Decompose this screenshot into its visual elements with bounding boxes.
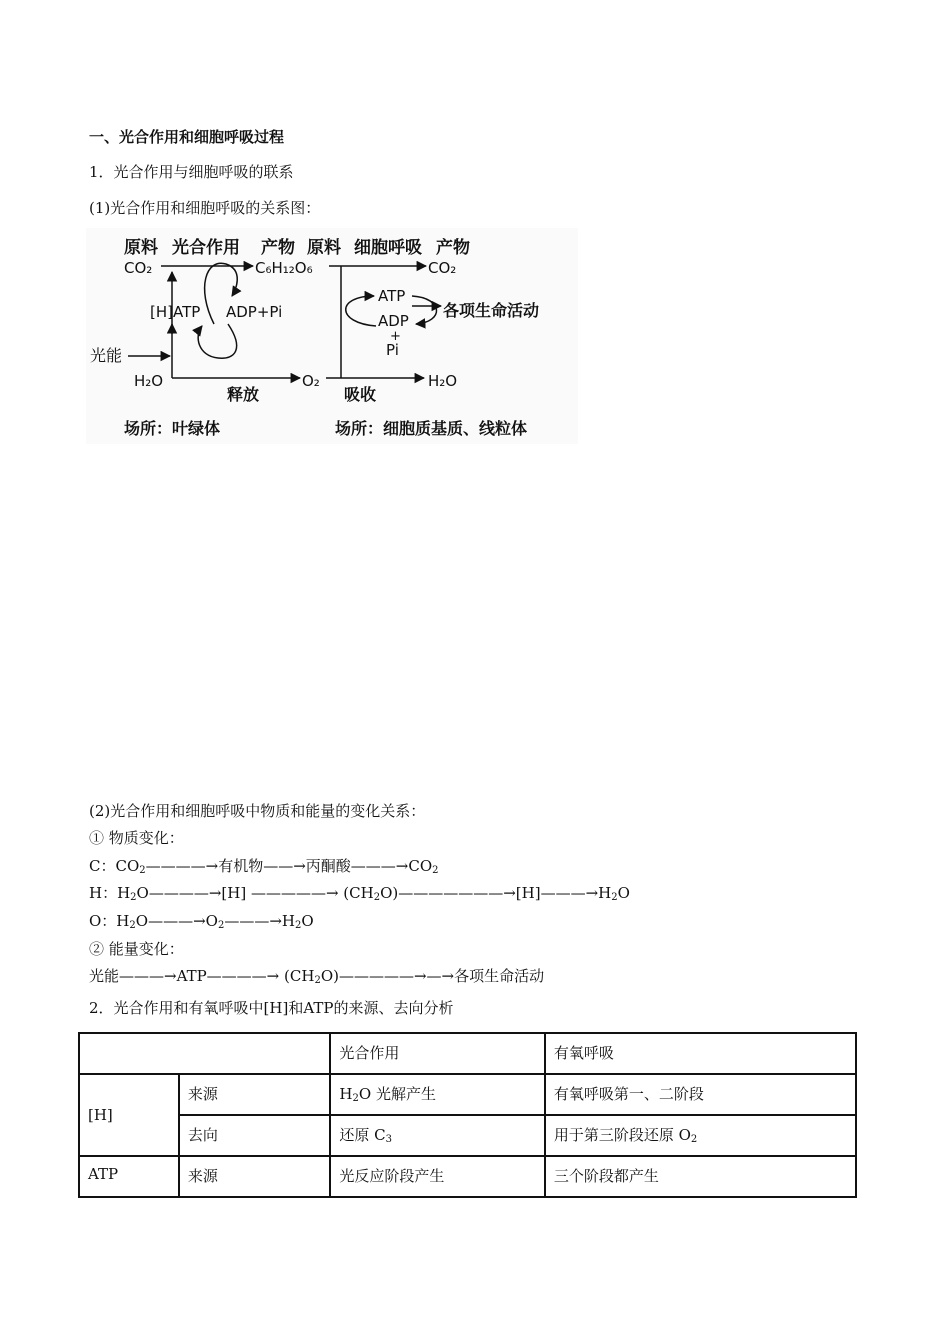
cell-h-source-aerobic: 有氧呼吸第一、二阶段 (545, 1074, 856, 1115)
line-energy: 光能———→ATP————→ $(CH_2O)—————\to—\to$各项生命活动 (89, 967, 545, 986)
label-glucose: C₆H₁₂O₆ (255, 259, 313, 277)
cell-atp-source-label: 来源 (179, 1156, 331, 1197)
cell-h-dest-aerobic: 用于第三阶段还原 $O_2$ (545, 1115, 856, 1156)
table-header-row (79, 1033, 856, 1074)
label-product-2: 产物 (436, 238, 470, 258)
label-adp-pi: ADP+Pi (226, 303, 283, 321)
label-co2-left: CO₂ (124, 259, 153, 277)
cycle-arrow-right-right (412, 296, 437, 324)
row-header-h: [H] (79, 1074, 179, 1156)
table-row (79, 1115, 856, 1156)
subsection-1-1: (1)光合作用和细胞呼吸的关系图： (89, 199, 321, 217)
label-raw-1: 原料 (124, 238, 158, 258)
table-row (79, 1156, 856, 1197)
label-adp-right: ADP (378, 312, 409, 330)
cell-atp-source-aerobic: 三个阶段都产生 (545, 1156, 856, 1197)
line-carbon: C：$CO_2————\to$有机物——→丙酮酸$———\to CO_2$ (89, 857, 439, 876)
label-raw-2: 原料 (307, 238, 341, 258)
cell-atp-source-photo: 光反应阶段产生 (330, 1156, 544, 1197)
cell-h-source-photo: $H_2O$ 光解产生 (330, 1074, 544, 1115)
label-respiration: 细胞呼吸 (354, 238, 422, 258)
label-atp-right: ATP (378, 287, 406, 305)
cell-destination-label: 去向 (179, 1115, 331, 1156)
cell-source-label: 来源 (179, 1074, 331, 1115)
material-change-title: ① 物质变化： (89, 829, 184, 847)
table-corner-cell (79, 1033, 330, 1074)
label-o2: O₂ (302, 372, 320, 390)
row-header-atp: ATP (79, 1156, 179, 1197)
photosynthesis-respiration-diagram (86, 228, 578, 444)
line-hydrogen: H：$H_2O————\to[H]$ —————→ $(CH_2O)———————\to[H]———\to H_2O$ (89, 884, 630, 903)
section-heading: 一、光合作用和细胞呼吸过程 (89, 128, 285, 146)
label-photosynthesis: 光合作用 (172, 238, 240, 258)
line-oxygen: O：$H_2O———\to O_2———\to H_2O$ (89, 912, 314, 931)
h-atp-table (78, 1032, 857, 1198)
subsection-1-2: (2)光合作用和细胞呼吸中物质和能量的变化关系： (89, 802, 426, 820)
subsection-title-1: 1．光合作用与细胞呼吸的联系 (89, 163, 294, 181)
cell-h-dest-photo: 还原 $C_3$ (330, 1115, 544, 1156)
label-life-activities: 各项生命活动 (443, 301, 540, 320)
label-light: 光能 (90, 346, 123, 365)
label-h-atp: [H]ATP (150, 303, 201, 321)
energy-change-title: ② 能量变化： (89, 940, 184, 958)
label-product-1: 产物 (261, 238, 295, 258)
label-co2-right: CO₂ (428, 259, 457, 277)
subsection-title-2: 2．光合作用和有氧呼吸中[H]和ATP的来源、去向分析 (89, 999, 454, 1017)
label-h2o-left: H₂O (134, 372, 164, 390)
col-header-photosynthesis: 光合作用 (330, 1033, 544, 1074)
label-release: 释放 (227, 385, 260, 404)
label-h2o-right: H₂O (428, 372, 458, 390)
col-header-aerobic: 有氧呼吸 (545, 1033, 856, 1074)
label-site-right: 场所：细胞质基质、线粒体 (335, 419, 528, 438)
label-plus: + (390, 329, 401, 344)
table-row (79, 1074, 856, 1115)
label-site-left: 场所：叶绿体 (124, 419, 221, 438)
label-pi-right: Pi (386, 341, 399, 359)
cycle-arrow-right-left (346, 296, 376, 326)
cycle-arrow-bottom (198, 324, 236, 358)
label-absorb: 吸收 (344, 385, 377, 404)
